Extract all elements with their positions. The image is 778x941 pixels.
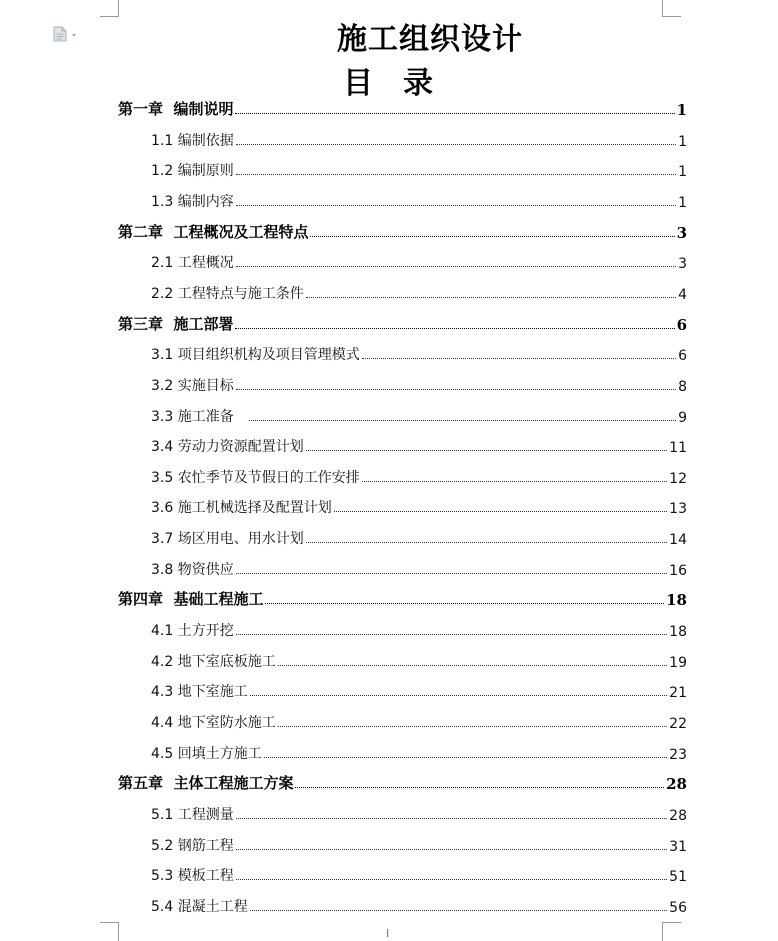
toc-entry-title: 3.4 劳动力资源配置计划	[151, 439, 304, 456]
toc-dot-leader	[236, 389, 676, 390]
toc-section-entry[interactable]	[151, 158, 687, 180]
toc-dot-leader	[278, 665, 667, 666]
toc-dot-leader	[236, 634, 667, 635]
toc-section-entry[interactable]	[151, 495, 687, 517]
toc-dot-leader	[235, 328, 674, 329]
toc-entry-title: 3.8 物资供应	[151, 561, 234, 578]
toc-dot-leader	[250, 910, 667, 911]
toc-page-number: 31	[669, 838, 687, 855]
toc-dot-leader	[236, 849, 667, 850]
margin-corner-bottom-left	[100, 922, 119, 941]
toc-section-entry[interactable]	[151, 465, 687, 487]
toc-section-entry[interactable]	[151, 526, 687, 548]
toc-dot-leader	[235, 113, 674, 114]
toc-page-number: 28	[669, 807, 687, 824]
toc-section-entry[interactable]	[151, 802, 687, 824]
toc-entry-title: 第一章 编制说明	[118, 100, 234, 118]
toc-chapter-entry[interactable]	[118, 587, 687, 609]
toc-page-number: 11	[669, 440, 687, 457]
toc-chapter-entry[interactable]	[118, 771, 687, 793]
toc-dot-leader	[264, 757, 667, 758]
toc-section-entry[interactable]	[151, 342, 687, 364]
toc-section-entry[interactable]	[151, 710, 687, 732]
toc-entry-title: 3.2 实施目标	[151, 377, 234, 394]
toc-section-entry[interactable]	[151, 863, 687, 885]
toc-page-number: 14	[669, 532, 687, 549]
toc-page-number: 4	[678, 286, 687, 303]
toc-entry-title: 4.1 土方开挖	[151, 623, 234, 640]
toc-entry-title: 1.1 编制依据	[151, 132, 234, 149]
toc-page-number: 56	[669, 899, 687, 916]
toc-entry-title: 2.2 工程特点与施工条件	[151, 285, 304, 302]
toc-section-entry[interactable]	[151, 373, 687, 395]
toc-section-entry[interactable]	[151, 404, 687, 426]
toc-entry-title: 4.5 回填土方施工	[151, 745, 262, 762]
toc-chapter-entry[interactable]	[118, 220, 687, 242]
toc-page-number: 9	[678, 409, 687, 426]
toc-dot-leader	[236, 879, 667, 880]
toc-dot-leader	[306, 297, 676, 298]
toc-page-number: 28	[666, 775, 687, 794]
toc-page-number: 18	[666, 591, 687, 610]
toc-entry-title: 第四章 基础工程施工	[118, 590, 264, 609]
toc-entry-title: 1.3 编制内容	[151, 193, 234, 210]
toc-page-number: 6	[678, 348, 687, 365]
toc-section-entry[interactable]	[151, 557, 687, 579]
toc-dot-leader	[310, 236, 674, 237]
toc-page-number: 21	[669, 685, 687, 702]
toc-dot-leader	[236, 205, 676, 206]
toc-page-number: 16	[669, 562, 687, 579]
toc-dot-leader	[362, 358, 676, 359]
toc-section-entry[interactable]	[151, 618, 687, 640]
toc-heading: 目 录	[343, 66, 433, 101]
toc-entry-title: 4.3 地下室施工	[151, 684, 248, 701]
toc-dot-leader	[236, 266, 676, 267]
toc-section-entry[interactable]	[151, 833, 687, 855]
toc-section-entry[interactable]	[151, 250, 687, 272]
toc-dot-leader	[236, 818, 667, 819]
text-cursor-icon: I	[386, 927, 390, 940]
toc-entry-title: 1.2 编制原则	[151, 163, 234, 180]
toc-page-number: 8	[678, 378, 687, 395]
toc-dot-leader	[236, 573, 667, 574]
toc-dot-leader	[249, 420, 676, 421]
toc-dot-leader	[236, 144, 676, 145]
toc-entry-title: 3.7 场区用电、用水计划	[151, 531, 304, 548]
toc-page-number: 12	[669, 470, 687, 487]
margin-corner-bottom-right	[662, 922, 681, 941]
toc-page-number: 1	[678, 194, 687, 211]
toc-dot-leader	[295, 787, 664, 788]
toc-section-entry[interactable]	[151, 679, 687, 701]
toc-page-number: 22	[669, 716, 687, 732]
toc-section-entry[interactable]	[151, 434, 687, 456]
toc-page-number: 6	[676, 315, 687, 334]
toc-entry-title: 3.5 农忙季节及节假日的工作安排	[151, 469, 360, 486]
toc-entry-title: 5.1 工程测量	[151, 806, 234, 823]
toc-dot-leader	[362, 481, 667, 482]
toc-dot-leader	[306, 542, 667, 543]
toc-page-number: 1	[678, 164, 687, 181]
toc-dot-leader	[278, 726, 667, 727]
toc-page-number: 3	[678, 256, 687, 273]
toc-section-entry[interactable]	[151, 189, 687, 211]
toc-entry-title: 5.4 混凝土工程	[151, 898, 248, 915]
document-title: 施工组织设计	[337, 22, 523, 57]
toc-dot-leader	[236, 174, 676, 175]
toc-entry-title: 3.6 施工机械选择及配置计划	[151, 500, 332, 517]
toc-entry-title: 第三章 施工部署	[118, 314, 234, 333]
toc-dot-leader	[334, 511, 667, 512]
toc-page-number: 18	[669, 624, 687, 641]
toc-page-number: 51	[669, 869, 687, 886]
toc-section-entry[interactable]	[151, 649, 687, 671]
toc-entry-title: 5.3 模板工程	[151, 868, 234, 885]
toc-entry-title: 4.4 地下室防水施工	[151, 715, 276, 731]
toc-page-number: 13	[669, 501, 687, 518]
toc-section-entry[interactable]	[151, 894, 687, 916]
toc-section-entry[interactable]	[151, 128, 687, 150]
toc-page-number: 19	[669, 654, 687, 671]
toc-page-number: 23	[669, 746, 687, 763]
toc-page-number: 1	[676, 101, 687, 119]
toc-dot-leader	[265, 603, 664, 604]
toc-entry-title: 4.2 地下室底板施工	[151, 653, 276, 670]
toc-entry-title: 第五章 主体工程施工方案	[118, 774, 294, 793]
toc-chapter-entry[interactable]	[118, 312, 687, 334]
toc-entry-title: 2.1 工程概况	[151, 255, 234, 272]
toc-section-entry[interactable]	[151, 741, 687, 763]
toc-entry-title: 3.3 施工准备	[151, 408, 248, 425]
toc-entry-title: 5.2 钢筋工程	[151, 837, 234, 854]
toc-page-number: 3	[676, 223, 687, 242]
toc-section-entry[interactable]	[151, 281, 687, 303]
toc-dot-leader	[250, 695, 667, 696]
toc-entry-title: 3.1 项目组织机构及项目管理模式	[151, 347, 360, 364]
toc-entry-title: 第二章 工程概况及工程特点	[118, 222, 309, 241]
toc-page-number: 1	[678, 133, 687, 150]
toc-chapter-entry[interactable]	[118, 97, 687, 119]
toc-dot-leader	[306, 450, 667, 451]
